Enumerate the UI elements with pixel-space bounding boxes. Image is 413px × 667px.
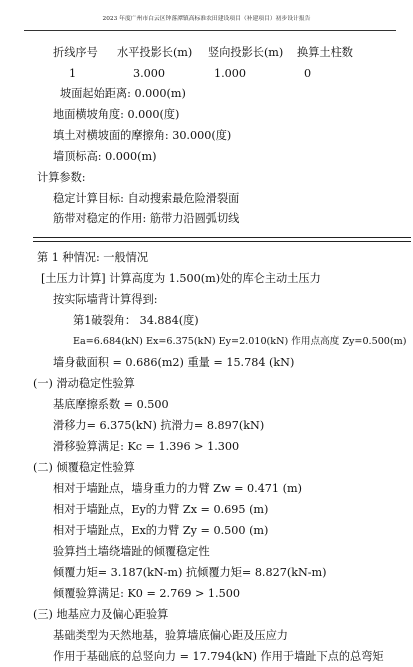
overturning-subheading: 验算挡土墙绕墙趾的倾覆稳定性 [53,545,210,558]
foundation-force-line: 作用于基础底的总竖向力 = 17.794(kN) 作用于墙趾下点的总弯矩 [53,650,384,663]
arm-zw-line: 相对于墙趾点，墙身重力的力臂 Zw = 0.471 (m) [53,482,302,495]
param-slope-start: 坡面起始距离: 0.000(m) [60,87,186,100]
table-cell: 3.000 [133,67,166,80]
arm-zy-line: 相对于墙趾点，Ex的力臂 Zy = 0.500 (m) [53,524,269,537]
overturning-moments-line: 倾覆力矩= 3.187(kN-m) 抗倾覆力矩= 8.827(kN-m) [53,566,327,579]
table-header-soil-columns: 换算土柱数 [297,46,353,59]
foundation-heading: (三) 地基应力及偏心距验算 [33,608,169,621]
table-cell: 0 [304,67,312,80]
table-cell: 1 [69,67,77,80]
strip-effect: 筋带对稳定的作用: 筋带力沿圆弧切线 [53,212,240,225]
table-cell: 1.000 [214,67,247,80]
page-header: 2023 年度广州市白云区钟落潭镇高标准农田建设项目（补建项目）初步设计报告 [102,16,311,22]
section-divider [33,237,411,242]
sliding-check-line: 滑移验算满足: Kc = 1.396 > 1.300 [53,440,240,453]
sliding-forces-line: 滑移力= 6.375(kN) 抗滑力= 8.897(kN) [53,419,265,432]
arm-zx-line: 相对于墙趾点，Ey的力臂 Zx = 0.695 (m) [53,503,269,516]
case-heading: 第 1 种情况: 一般情况 [37,251,149,264]
earth-pressure-line: [土压力计算] 计算高度为 1.500(m)处的库仑主动土压力 [41,272,321,285]
earth-forces-line: Ea=6.684(kN) Ex=6.375(kN) Ey=2.010(kN) 作用点高度 Zy=0.500(m) [73,336,407,347]
crack-angle-line: 第1破裂角： 34.884(度) [73,314,199,327]
table-header-vertical: 竖向投影长(m) [208,46,284,59]
table-header-segment: 折线序号 [53,46,98,59]
wall-section-line: 墙身截面积 = 0.686(m2) 重量 = 15.784 (kN) [53,356,295,369]
header-divider [24,30,396,31]
param-ground-angle: 地面横坡角度: 0.000(度) [53,108,180,121]
table-header-horizontal: 水平投影长(m) [117,46,193,59]
param-friction-angle: 填土对横坡面的摩擦角: 30.000(度) [53,129,232,142]
calc-params-heading: 计算参数: [37,171,86,184]
param-wall-top-elevation: 墙顶标高: 0.000(m) [53,150,157,163]
sliding-heading: (一) 滑动稳定性验算 [33,377,135,390]
overturning-check-line: 倾覆验算满足: K0 = 2.769 > 1.500 [53,587,240,600]
calc-target: 稳定计算目标: 自动搜索最危险滑裂面 [53,192,240,205]
back-calc-line: 按实际墙背计算得到: [53,293,158,306]
foundation-type-line: 基础类型为天然地基，验算墙底偏心距及压应力 [53,629,288,642]
overturning-heading: (二) 倾覆稳定性验算 [33,461,135,474]
base-friction-line: 基底摩擦系数 = 0.500 [53,398,169,411]
